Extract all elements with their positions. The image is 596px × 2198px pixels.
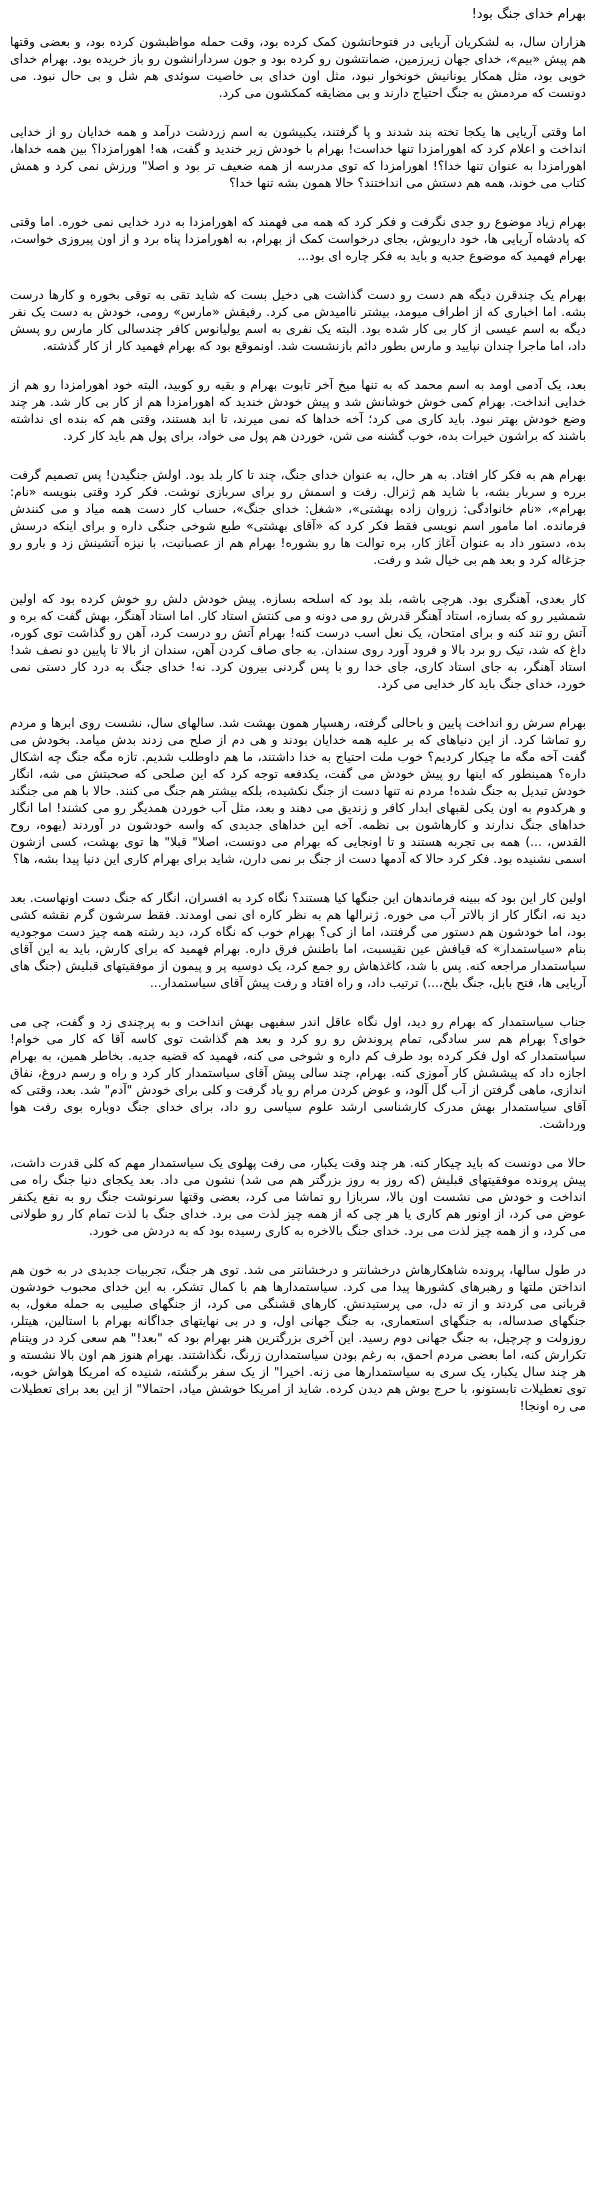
paragraph: بهرام یک چندقرن دیگه هم دست رو دست گذاشت هی دخیل بست که شاید تقی به توقی بخوره و کارها درست بشه. اما اخباری که از اطراف میومد، بیشتر ناامیدش می کرد. رفیقش «مارس» رومی، خودش به دست یک نفر دیگه به اسم عیسی از کار بی کار شده بود. البته یک نفری به اسم یولیانوس کافر چندسالی کار مارس رو پسش داد، اما ماجرا چندان نپایید و مارس بطور دائم بازنشست شد. اونموقع بود که بهرام فهمید کار از کار گذشته. xyxy=(10,288,586,353)
paragraph: در طول سالها، پرونده شاهکارهاش درخشانتر و درخشانتر می شد. توی هر جنگ، تجربیات جدیدی در به خون هم انداختن ملتها و رهبرهای کشورها پیدا می کرد. سیاستمدارها هم با کمال تشکر، به این خدای محبوب خودشون قربانی می کردند و از ته دل، می پرستیدنش. کارهای قشنگی می کرد، از جنگهای صلیبی به حمله مغول، به جنگهای صدساله، به جنگهای استعماری، به جنگ جهانی اول، و در بی نهایتهای جداگانه بهرام با استالین، هیتلر، روزولت و چرچیل، به جنگ جهانی دوم رسید. این آخری بزرگترین هنر بهرام بود که "بعد!" هم سعی کرد در ویتنام تکرارش کنه، اما بعضی مردم احمق، به رغم بودن سیاستمدارن زرنگ، نگذاشتند. بهرام هنوز هم اون بالا نشسته و هر چند سال یکبار، یک سری به سیاستمدارها می زنه. اخیرا" از یک سفر برگشته، شنیده که امریکا هواش خوبه، توی تعطیلات تابستونو، با حرج بوش هم دیدن کرده. شاید از امریکا خوشش میاد، احتمالا" از این بعد برای تعطیلات می ره اونجا! xyxy=(10,1263,586,1413)
paragraph: بهرام سرش رو انداخت پایین و باحالی گرفته، رهسپار همون بهشت شد. سالهای سال، نشست روی ابرها و مردم رو تماشا کرد. از این دنیاهای که بر علیه همه خدایان بودند و هی دم از صلح می زدند بدش میامد. بخودش می گفت آخه مگه ما چیکار کردیم؟ خوب ملت احتیاج به خدا داشتند، ما هم داوطلب شدیم. تازه مگه جنگ چه اشکال داره؟ همینطور که اینها رو پیش خودش می گفت، یکدفعه توجه کرد که این صلحی که صحبتش می شه، انگار خودش تبدیل به جنگ شده! مردم نه تنها دست از جنگ نکشیده، بلکه بیشتر هم جنگ می کنند. حالا با هم می جنگند و هرکدوم به اون یکی لقبهای ابدار کافر و زندیق می دهند و بعد، مثل آب خوردن همدیگر رو می کشند! اما انگار خداهای جنگ ندارند و کارهاشون بی نظمه. آخه این خداهای جدیدی که واسه خودشون در آوردند (یهوه، روح القدس، ...) همه بی تجربه هستند و تا اونجایی که بهرام می دونست، اصلا" قبلا" ها توی بهشت، کسی ازشون اسمی نشنیده بود. فکر کرد حالا که آدمها دست از جنگ بر نمی دارن، شاید برای بهرام کاری این دنیا پیدا بشه، ها؟ xyxy=(10,716,586,866)
paragraph: هزاران سال، به لشکریان آریایی در فتوحاتشون کمک کرده بود، وقت حمله مواظبشون کرده بود، و بعضی وقتها هم پیش «بیم»، خدای جهان زیرزمین، ضمانتشون رو کرده بود و جون سردارانشون رو باز خریده بود. بهرام خدای خوبی بود، مثل همکار یونانیش خونخوار نبود، مثل اون خدای بی خاصیت سوئدی هم شل و بی حال نبود. می دونست که مردمش به جنگ احتیاج دارند و بی مضایقه کمکشون می کرد. xyxy=(10,35,586,100)
article-title: بهرام خدای جنگ بود! xyxy=(471,7,586,22)
paragraph: جناب سیاستمدار که بهرام رو دید، اول نگاه عاقل اندر سفیهی بهش انداخت و به پرچندی زد و گفت، چی می خوای؟ بهرام هم سر سادگی، تمام پروندش رو رو کرد و بعد هم گذاشت توی کاسه آقا که کار می خوام! سیاستمدار که اول فکر کرده بود طرف کم داره و شوخی می کنه، فهمید که قضیه جدیه. بخاطر همین، به بهرام اجازه داد که پیششش کار آموزی کنه. بهرام، چند سالی پیش آقای سیاستمدار کار کرد و راه و رسم دروغ، نفاق اندازی، ماهی گرفتن از آب گل آلود، و عوض کردن مرام رو یاد گرفت و کلی برای خودش "آدم" شد. بعد، وقتی که آقای سیاستمدار بهش مدرک کارشناسی ارشد علوم سیاسی رو داد، برای خدای جنگ دوباره بوی رفت هوا ورداشت. xyxy=(10,1015,586,1131)
paragraph: کار بعدی، آهنگری بود. هرچی باشه، بلد بود که اسلحه بسازه. پیش خودش دلش رو خوش کرده بود که اولین شمشیر رو که بسازه، استاد آهنگر قدرش رو می دونه و می کنتش استاد کار. اما استاد آهنگر، بهش گفت که بره و آتش رو تند کنه و برای امتحان، یک نعل اسب درست کنه! بهرام آتش رو درست کرد، آهن رو گذاشت توی کوره، داغ که شد، تیک رو برد بالا و فرود آورد روی سندان. به جای صاف کردن آهن، سندان از بالا تا پایین دو نصف شد! استاد آهنگر، به جای استاد کاری، جای خدا رو با پس گردنی بیرون کرد. نه! خدای جنگ به درد کار دستی نمی خورد، خدای جنگ باید کار خدایی می کرد. xyxy=(10,592,586,691)
paragraph: حالا می دونست که باید چیکار کنه. هر چند وقت یکبار، می رفت پهلوی یک سیاستمدار مهم که کلی قدرت داشت، پیش پرونده موفقیتهای قبلیش (که روز به روز بزرگتر هم می شد) نشون می داد. بعد یکجای دنیا جنگ راه می انداخت و خودش می نشست اون بالا، سربازا رو تماشا می کرد، بعضی وقتها سرنوشت جنگ رو به نفع یکنفر عوض می کرد، از اونور هم کاری یا هر چی که از همه چیز لذت می برد. خدای جنگ با لذت تمام کار رو طولانی می کرد، و از همه چیز لذت می برد. خدای جنگ بالاخره به کاری رسیده بود که به دردش می خورد. xyxy=(10,1156,586,1238)
paragraph: بعد، یک آدمی اومد به اسم محمد که به تنها میخ آخر تابوت بهرام و بقیه رو کوبید، البته خود اهورامزدا رو هم از خدایی انداخت. بهرام کمی خوش خوشانش شد و پیش خودش خندید که اهورامزدا هم از کار بی کار شد. هر چند وضع خودش بهتر نبود. باید کاری می کرد؛ آخه خداها که نمی میرند، تا ابد هستند، وقتی هم که بنده ای نداشته باشند که براشون خیرات بده، خوب گشنه می شن، خوردن هم پول می خواد، برای پول هم باید کار کرد. xyxy=(10,378,586,443)
paragraph: بهرام هم به فکر کار افتاد. به هر حال، به عنوان خدای جنگ، چند تا کار بلد بود. اولش جنگیدن! پس تصمیم گرفت برره و سربار بشه، با شاید هم ژنرال. رفت و اسمش رو برای سربازی نوشت. فکر کرد وقتی بنویسه «نام: بهرام»، «نام خانوادگی: زروان زاده بهشتی»، «شغل: خدای جنگ»، حساب کار دست همه میاد و می کنندش فرمانده. اما مامور اسم نویسی فقط فکر کرد که «آقای بهشتی» طبع شوخی جنگی داره و برای اینکه درسش بده، دستور داد به عنوان آغاز کار، بره توالت ها رو بشوره! بهرام هم از عصبانیت، با نیزه آتشینش زد و بارو رو جزغاله کرد و بعد هم بی خیال شد و رفت. xyxy=(10,468,586,567)
paragraph: بهرام زیاد موضوع رو جدی نگرفت و فکر کرد که همه می فهمند که اهورامزدا به درد خدایی نمی خوره. اما وقتی که پادشاه آریایی ها، خود داریوش، بجای درخواست کمک از بهرام، به اهورامزدا پناه برد و از اون پیروزی خواست، بهرام فهمید که موضوع جدیه و باید به فکر چاره ای بود... xyxy=(10,215,586,263)
paragraph: اولین کار این بود که ببینه فرماندهان این جنگها کیا هستند؟ نگاه کرد به افسران، انگار که جنگ دست اونهاست. بعد دید نه، انگار کار از بالاتر آب می خوره. ژنرالها هم به نظر کاره ای نمی اومدند. فقط سرشون گرم نقشه کشی بود، اما خودشون هم دستور می گرفتند، اما از کی؟ بهرام خوب که نگاه کرد، دید رشته همه چیز دست موجودیه بنام «سیاستمدار» که قیافش عین نقیسبت، اما باطنش فرق داره. بهرام فهمید که برای کارش، باید به این آقای سیاستمدار مراجعه کنه. پس با شد، کاغذهاش رو جمع کرد، یک دوسیه پر و پیمون از موفقیتهای قبلیش (جنگ های آریایی ها، فتح بابل، جنگ بلخ،...) ترتیب داد، و راه افتاد و رفت پیش آقای سیاستمدار... xyxy=(10,891,586,990)
paragraph: اما وقتی آریایی ها یکجا تخته بند شدند و پا گرفتند، یکبیشون به اسم زردشت درآمد و همه خدایان رو از خدایی انداخت و اعلام کرد که اهورامزدا تنها خداست! بهرام با خودش زیر خندید و گفت، هه! اهورامزدا؟ بین همه خداها، اهورامزدا به عنوان تنها خدا؟! اهورامزدا که توی مدرسه از همه ضعیف تر بود و اصلا" ورزش نمی کرد و همش کتاب می خوند، همه هم دستش می انداختند؟ حالا همون بشه تنها خدا؟ xyxy=(10,125,586,190)
